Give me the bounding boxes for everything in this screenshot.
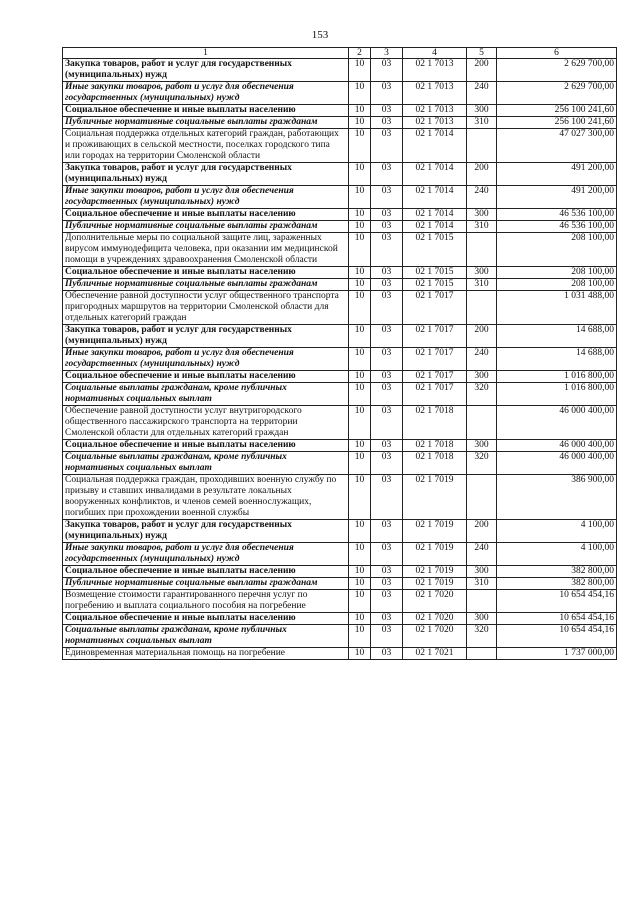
header-col-1: 1 <box>63 48 349 59</box>
table-row <box>63 566 617 578</box>
row-sum: 1 016 800,00 <box>497 383 617 406</box>
row-vr <box>467 291 497 325</box>
row-razdel: 10 <box>349 440 371 452</box>
row-razdel: 10 <box>349 383 371 406</box>
table-header-row <box>63 48 617 59</box>
table-row <box>63 163 617 186</box>
table-row <box>63 452 617 475</box>
row-sum: 386 900,00 <box>497 475 617 520</box>
row-razdel: 10 <box>349 129 371 163</box>
row-name: Социальное обеспечение и иные выплаты населению <box>63 371 349 383</box>
row-csr: 02 1 7020 <box>403 625 467 648</box>
row-podrazdel: 03 <box>371 520 403 543</box>
table-row <box>63 475 617 520</box>
table-body <box>63 59 617 660</box>
row-vr: 200 <box>467 163 497 186</box>
row-razdel: 10 <box>349 291 371 325</box>
row-vr: 300 <box>467 371 497 383</box>
row-name: Социальное обеспечение и иные выплаты населению <box>63 566 349 578</box>
table-row <box>63 233 617 267</box>
table-row <box>63 291 617 325</box>
table-row <box>63 279 617 291</box>
row-vr: 320 <box>467 452 497 475</box>
row-sum: 10 654 454,16 <box>497 625 617 648</box>
header-col-6: 6 <box>497 48 617 59</box>
table-row <box>63 613 617 625</box>
row-razdel: 10 <box>349 117 371 129</box>
row-razdel: 10 <box>349 209 371 221</box>
row-csr: 02 1 7015 <box>403 279 467 291</box>
row-sum: 46 536 100,00 <box>497 221 617 233</box>
row-sum: 4 100,00 <box>497 543 617 566</box>
row-sum: 491 200,00 <box>497 163 617 186</box>
row-name: Публичные нормативные социальные выплаты гражданам <box>63 117 349 129</box>
row-sum: 10 654 454,16 <box>497 590 617 613</box>
row-name: Иные закупки товаров, работ и услуг для обеспечения государственных (муниципальных) нужд <box>63 348 349 371</box>
table-row <box>63 440 617 452</box>
row-vr: 300 <box>467 613 497 625</box>
row-sum: 1 016 800,00 <box>497 371 617 383</box>
table-row <box>63 371 617 383</box>
row-sum: 46 536 100,00 <box>497 209 617 221</box>
row-name: Социальная поддержка отдельных категорий граждан, работающих и проживающих в сельской местности, поселках городского типа или городах на территории Смоленской области <box>63 129 349 163</box>
row-csr: 02 1 7019 <box>403 475 467 520</box>
row-razdel: 10 <box>349 613 371 625</box>
table-row <box>63 105 617 117</box>
row-csr: 02 1 7020 <box>403 613 467 625</box>
row-razdel: 10 <box>349 82 371 105</box>
row-podrazdel: 03 <box>371 279 403 291</box>
row-csr: 02 1 7019 <box>403 566 467 578</box>
row-vr: 200 <box>467 325 497 348</box>
row-sum: 4 100,00 <box>497 520 617 543</box>
row-podrazdel: 03 <box>371 105 403 117</box>
row-podrazdel: 03 <box>371 291 403 325</box>
row-sum: 208 100,00 <box>497 233 617 267</box>
budget-table <box>62 47 617 660</box>
table-row <box>63 520 617 543</box>
table-row <box>63 625 617 648</box>
table-row <box>63 648 617 660</box>
row-name: Иные закупки товаров, работ и услуг для обеспечения государственных (муниципальных) нужд <box>63 82 349 105</box>
row-vr: 240 <box>467 186 497 209</box>
table-row <box>63 267 617 279</box>
row-razdel: 10 <box>349 105 371 117</box>
row-sum: 208 100,00 <box>497 279 617 291</box>
row-podrazdel: 03 <box>371 163 403 186</box>
row-name: Возмещение стоимости гарантированного перечня услуг по погребению и выплата социального пособия на погребение <box>63 590 349 613</box>
row-name: Социальное обеспечение и иные выплаты населению <box>63 105 349 117</box>
row-csr: 02 1 7019 <box>403 578 467 590</box>
row-name: Публичные нормативные социальные выплаты гражданам <box>63 279 349 291</box>
row-sum: 491 200,00 <box>497 186 617 209</box>
page-number: 153 <box>311 29 329 41</box>
row-razdel: 10 <box>349 578 371 590</box>
row-razdel: 10 <box>349 543 371 566</box>
table-row <box>63 348 617 371</box>
row-vr: 310 <box>467 279 497 291</box>
row-razdel: 10 <box>349 452 371 475</box>
row-sum: 10 654 454,16 <box>497 613 617 625</box>
row-vr: 310 <box>467 578 497 590</box>
row-razdel: 10 <box>349 163 371 186</box>
row-name: Социальные выплаты гражданам, кроме публичных нормативных социальных выплат <box>63 452 349 475</box>
row-razdel: 10 <box>349 267 371 279</box>
row-podrazdel: 03 <box>371 440 403 452</box>
row-razdel: 10 <box>349 279 371 291</box>
row-name: Социальная поддержка граждан, проходивших военную службу по призыву и ставших инвалидами в результате локальных вооруженных конфликтов, и членов семей военнослужащих, погибших при прохождении военной службы <box>63 475 349 520</box>
row-name: Закупка товаров, работ и услуг для государственных (муниципальных) нужд <box>63 59 349 82</box>
row-podrazdel: 03 <box>371 117 403 129</box>
row-razdel: 10 <box>349 186 371 209</box>
row-sum: 382 800,00 <box>497 566 617 578</box>
row-name: Социальные выплаты гражданам, кроме публичных нормативных социальных выплат <box>63 383 349 406</box>
row-podrazdel: 03 <box>371 475 403 520</box>
row-csr: 02 1 7018 <box>403 452 467 475</box>
row-csr: 02 1 7017 <box>403 348 467 371</box>
row-csr: 02 1 7019 <box>403 543 467 566</box>
header-col-3: 3 <box>371 48 403 59</box>
table-row <box>63 117 617 129</box>
row-csr: 02 1 7014 <box>403 186 467 209</box>
row-podrazdel: 03 <box>371 129 403 163</box>
row-sum: 256 100 241,60 <box>497 117 617 129</box>
row-name: Единовременная материальная помощь на погребение <box>63 648 349 660</box>
row-name: Публичные нормативные социальные выплаты гражданам <box>63 578 349 590</box>
row-razdel: 10 <box>349 566 371 578</box>
table-row <box>63 59 617 82</box>
row-sum: 382 800,00 <box>497 578 617 590</box>
row-vr: 300 <box>467 105 497 117</box>
header-col-2: 2 <box>349 48 371 59</box>
row-csr: 02 1 7014 <box>403 129 467 163</box>
row-razdel: 10 <box>349 59 371 82</box>
row-podrazdel: 03 <box>371 452 403 475</box>
row-razdel: 10 <box>349 475 371 520</box>
header-col-5: 5 <box>467 48 497 59</box>
row-sum: 14 688,00 <box>497 348 617 371</box>
row-sum: 1 737 000,00 <box>497 648 617 660</box>
table-row <box>63 82 617 105</box>
row-sum: 1 031 488,00 <box>497 291 617 325</box>
row-csr: 02 1 7017 <box>403 325 467 348</box>
row-sum: 256 100 241,60 <box>497 105 617 117</box>
table-row <box>63 221 617 233</box>
row-sum: 14 688,00 <box>497 325 617 348</box>
header-col-4: 4 <box>403 48 467 59</box>
row-podrazdel: 03 <box>371 590 403 613</box>
row-csr: 02 1 7015 <box>403 233 467 267</box>
row-csr: 02 1 7017 <box>403 291 467 325</box>
row-podrazdel: 03 <box>371 325 403 348</box>
row-vr: 300 <box>467 566 497 578</box>
row-podrazdel: 03 <box>371 406 403 440</box>
row-csr: 02 1 7014 <box>403 221 467 233</box>
row-name: Иные закупки товаров, работ и услуг для обеспечения государственных (муниципальных) нужд <box>63 543 349 566</box>
row-vr: 200 <box>467 59 497 82</box>
row-name: Социальное обеспечение и иные выплаты населению <box>63 613 349 625</box>
row-sum: 208 100,00 <box>497 267 617 279</box>
row-sum: 46 000 400,00 <box>497 406 617 440</box>
row-podrazdel: 03 <box>371 371 403 383</box>
row-razdel: 10 <box>349 371 371 383</box>
row-razdel: 10 <box>349 348 371 371</box>
row-podrazdel: 03 <box>371 267 403 279</box>
row-csr: 02 1 7014 <box>403 209 467 221</box>
row-name: Обеспечение равной доступности услуг внутригородского общественного пассажирского транспорта на территории Смоленской области для отдельных категорий граждан <box>63 406 349 440</box>
row-razdel: 10 <box>349 233 371 267</box>
row-name: Закупка товаров, работ и услуг для государственных (муниципальных) нужд <box>63 325 349 348</box>
row-sum: 46 000 400,00 <box>497 440 617 452</box>
row-vr: 310 <box>467 221 497 233</box>
table-row <box>63 543 617 566</box>
row-razdel: 10 <box>349 406 371 440</box>
row-podrazdel: 03 <box>371 566 403 578</box>
row-vr <box>467 648 497 660</box>
row-csr: 02 1 7013 <box>403 117 467 129</box>
row-vr: 300 <box>467 267 497 279</box>
row-podrazdel: 03 <box>371 59 403 82</box>
row-csr: 02 1 7015 <box>403 267 467 279</box>
row-csr: 02 1 7013 <box>403 59 467 82</box>
row-csr: 02 1 7013 <box>403 82 467 105</box>
row-csr: 02 1 7017 <box>403 383 467 406</box>
table-row <box>63 325 617 348</box>
row-vr: 310 <box>467 117 497 129</box>
row-razdel: 10 <box>349 590 371 613</box>
table-row <box>63 209 617 221</box>
row-podrazdel: 03 <box>371 543 403 566</box>
row-sum: 2 629 700,00 <box>497 59 617 82</box>
row-csr: 02 1 7019 <box>403 520 467 543</box>
table-row <box>63 578 617 590</box>
row-vr <box>467 475 497 520</box>
row-vr: 320 <box>467 625 497 648</box>
row-podrazdel: 03 <box>371 578 403 590</box>
row-sum: 46 000 400,00 <box>497 452 617 475</box>
row-name: Закупка товаров, работ и услуг для государственных (муниципальных) нужд <box>63 163 349 186</box>
row-name: Дополнительные меры по социальной защите лиц, зараженных вирусом иммунодефицита человека, при оказании им медицинской помощи в учреждениях здравоохранения Смоленской области <box>63 233 349 267</box>
row-vr: 200 <box>467 520 497 543</box>
row-podrazdel: 03 <box>371 348 403 371</box>
row-vr <box>467 233 497 267</box>
row-csr: 02 1 7018 <box>403 440 467 452</box>
row-podrazdel: 03 <box>371 613 403 625</box>
row-vr <box>467 406 497 440</box>
row-podrazdel: 03 <box>371 209 403 221</box>
row-podrazdel: 03 <box>371 625 403 648</box>
row-razdel: 10 <box>349 648 371 660</box>
row-vr: 320 <box>467 383 497 406</box>
row-csr: 02 1 7020 <box>403 590 467 613</box>
row-name: Публичные нормативные социальные выплаты гражданам <box>63 221 349 233</box>
table-row <box>63 590 617 613</box>
row-razdel: 10 <box>349 221 371 233</box>
row-podrazdel: 03 <box>371 648 403 660</box>
row-name: Социальное обеспечение и иные выплаты населению <box>63 267 349 279</box>
row-name: Социальное обеспечение и иные выплаты населению <box>63 209 349 221</box>
row-vr: 240 <box>467 543 497 566</box>
table-row <box>63 406 617 440</box>
table-row <box>63 383 617 406</box>
row-sum: 47 027 300,00 <box>497 129 617 163</box>
row-name: Обеспечение равной доступности услуг общественного транспорта пригородных маршрутов на территории Смоленской области для отдельных категорий граждан <box>63 291 349 325</box>
row-csr: 02 1 7013 <box>403 105 467 117</box>
row-csr: 02 1 7017 <box>403 371 467 383</box>
row-razdel: 10 <box>349 325 371 348</box>
table-row <box>63 186 617 209</box>
row-name: Иные закупки товаров, работ и услуг для обеспечения государственных (муниципальных) нужд <box>63 186 349 209</box>
row-vr <box>467 129 497 163</box>
row-vr: 240 <box>467 82 497 105</box>
row-csr: 02 1 7021 <box>403 648 467 660</box>
row-vr: 300 <box>467 440 497 452</box>
row-podrazdel: 03 <box>371 383 403 406</box>
row-podrazdel: 03 <box>371 221 403 233</box>
row-podrazdel: 03 <box>371 233 403 267</box>
row-sum: 2 629 700,00 <box>497 82 617 105</box>
row-podrazdel: 03 <box>371 186 403 209</box>
row-vr: 240 <box>467 348 497 371</box>
row-csr: 02 1 7014 <box>403 163 467 186</box>
row-name: Социальные выплаты гражданам, кроме публичных нормативных социальных выплат <box>63 625 349 648</box>
row-vr <box>467 590 497 613</box>
row-vr: 300 <box>467 209 497 221</box>
row-razdel: 10 <box>349 625 371 648</box>
row-csr: 02 1 7018 <box>403 406 467 440</box>
row-razdel: 10 <box>349 520 371 543</box>
row-name: Закупка товаров, работ и услуг для государственных (муниципальных) нужд <box>63 520 349 543</box>
row-podrazdel: 03 <box>371 82 403 105</box>
table-row <box>63 129 617 163</box>
row-name: Социальное обеспечение и иные выплаты населению <box>63 440 349 452</box>
